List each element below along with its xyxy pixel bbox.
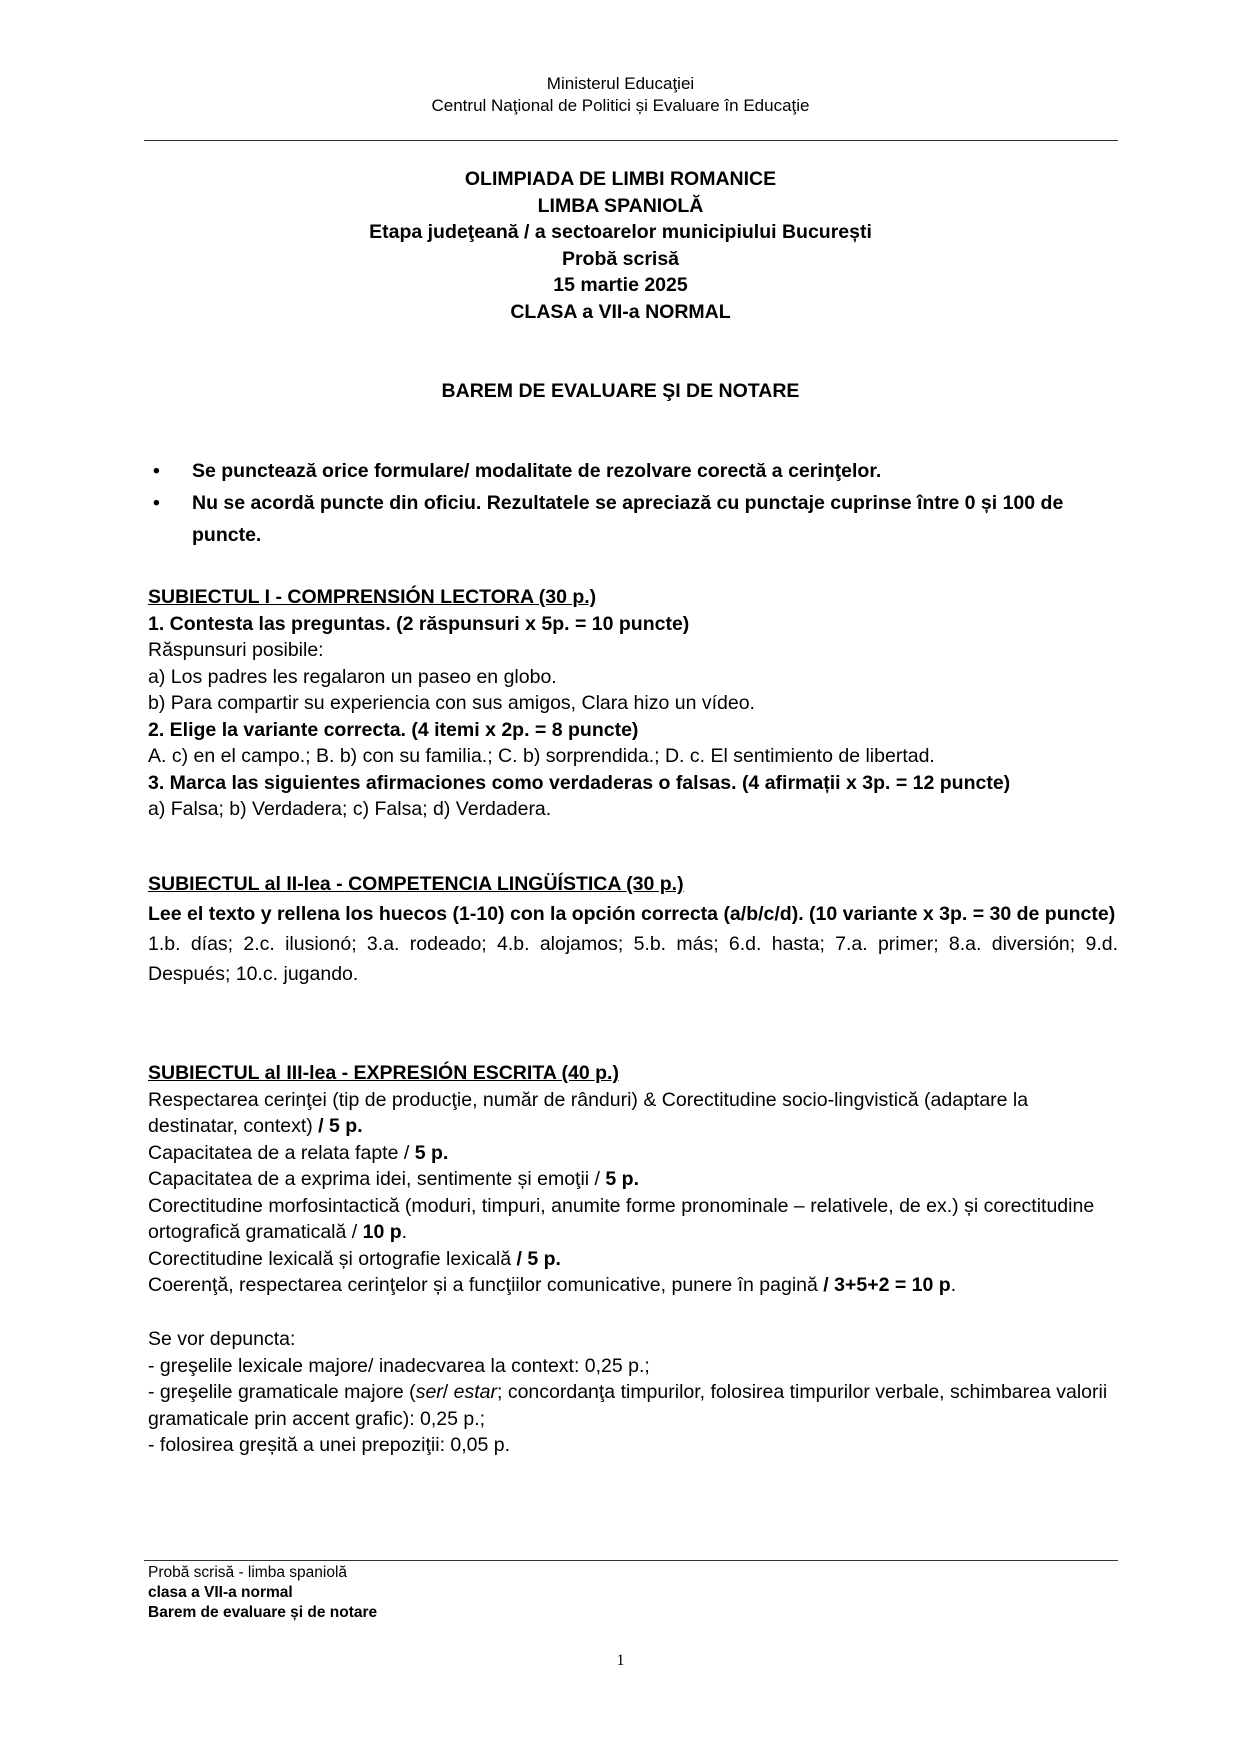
header-center: Centrul Naţional de Politici și Evaluare în Educaţie [431,96,810,115]
s3-criterion: Corectitudine morfosintactică (moduri, timpuri, anumite forme pronominale – relativele, de ex.) și corectitudine ortografică gramaticală / 10 p. [148,1194,1095,1243]
rule-item: • Nu se acordă puncte din oficiu. Rezultatele se apreciază cu punctaje cuprinse între 0 și 100 de puncte. [148,487,1120,551]
general-rules [148,455,1120,551]
deductions-intro: Se vor depuncta: [148,1328,296,1350]
header-divider [144,140,1118,141]
s1-question-3: 3. Marca las siguientes afirmaciones como verdaderas o falsas. (4 afirmații x 3p. = 12 puncte) [148,771,1011,794]
s1-question-2: 2. Elige la variante correcta. (4 itemi x 2p. = 8 puncte) [148,718,639,741]
barem-title: BAREM DE EVALUARE ŞI DE NOTARE [441,380,800,402]
s1-answer-b: b) Para compartir su experiencia con sus amigos, Clara hizo un vídeo. [148,692,755,714]
title-date: 15 martie 2025 [553,274,688,296]
title-olympiad: OLIMPIADA DE LIMBI ROMANICE [464,168,777,190]
deduction-item: - greşelile lexicale majore/ inadecvarea la context: 0,25 p.; [148,1354,650,1377]
footer-divider [144,1560,1118,1561]
s1-question-2-answers: A. c) en el campo.; B. b) con su familia.; C. b) sorprendida.; D. c. El sentimiento de libertad. [148,745,935,767]
bullet-icon: • [153,492,160,514]
title-block [0,166,1241,325]
section-2-heading: SUBIECTUL al II-lea - COMPETENCIA LINGÜÍSTICA (30 p.) [148,873,684,895]
section-2 [148,869,1118,989]
footer-exam: Probă scrisă - limba spaniolă [148,1564,348,1581]
footer-class: clasa a VII-a normal [148,1584,293,1601]
s3-criterion: Coerenţă, respectarea cerinţelor și a funcţiilor comunicative, punere în pagină / 3+5+2 = 10 p. [148,1274,957,1296]
section-1-heading: SUBIECTUL I - COMPRENSIÓN LECTORA (30 p.) [148,586,597,608]
section-3 [148,1060,1118,1299]
bullet-icon: • [153,460,160,482]
s2-instructions: Lee el texto y rellena los huecos (1-10) con la opción correcta (a/b/c/d). (10 variante x 3p. = 30 de puncte) [148,903,1116,925]
s3-criterion: Corectitudine lexicală și ortografie lexicală / 5 p. [148,1247,561,1270]
title-exam-type: Probă scrisă [561,247,680,270]
deduction-item: - greşelile gramaticale majore (ser/ estar; concordanţa timpurilor, folosirea timpurilor verbale, schimbarea valorii gramaticale prin accent grafic): 0,25 p.; [148,1381,1108,1430]
s1-answer-a: a) Los padres les regalaron un paseo en globo. [148,665,557,688]
title-language: LIMBA SPANIOLĂ [537,194,704,217]
section-3-heading: SUBIECTUL al III-lea - EXPRESIÓN ESCRITA (40 p.) [148,1062,619,1084]
section-1 [148,584,1118,823]
s1-question-3-answers: a) Falsa; b) Verdadera; c) Falsa; d) Verdadera. [148,798,552,820]
s1-possible-answers-label: Răspunsuri posibile: [148,639,324,661]
s3-criterion: Respectarea cerinţei (tip de producţie, număr de rânduri) & Corectitudine socio-lingvistică (adaptare la destinatar, context) / 5 p. [148,1088,1029,1137]
s3-criterion: Capacitatea de a exprima idei, sentimente și emoţii / 5 p. [148,1168,639,1190]
s1-question-1: 1. Contesta las preguntas. (2 răspunsuri x 5p. = 10 puncte) [148,612,690,635]
s3-criterion: Capacitatea de a relata fapte / 5 p. [148,1141,449,1164]
deductions [148,1326,1118,1459]
footer [148,1563,377,1623]
title-stage: Etapa judeţeană / a sectoarelor municipiului București [369,221,872,243]
deduction-item: - folosirea greșită a unei prepoziţii: 0,05 p. [148,1434,511,1456]
s2-answers: 1.b. días; 2.c. ilusionó; 3.a. rodeado; 4.b. alojamos; 5.b. más; 6.d. hasta; 7.a. primer; 8.a. diversión; 9.d. Después; 10.c. jugando. [148,933,1118,985]
page-number: 1 [616,1652,625,1669]
footer-barem: Barem de evaluare și de notare [148,1604,378,1621]
title-class: CLASA a VII-a NORMAL [510,300,731,323]
rule-item: • Se punctează orice formulare/ modalitate de rezolvare corectă a cerinţelor. [148,455,1120,487]
header-ministry: Ministerul Educaţiei [546,74,695,93]
